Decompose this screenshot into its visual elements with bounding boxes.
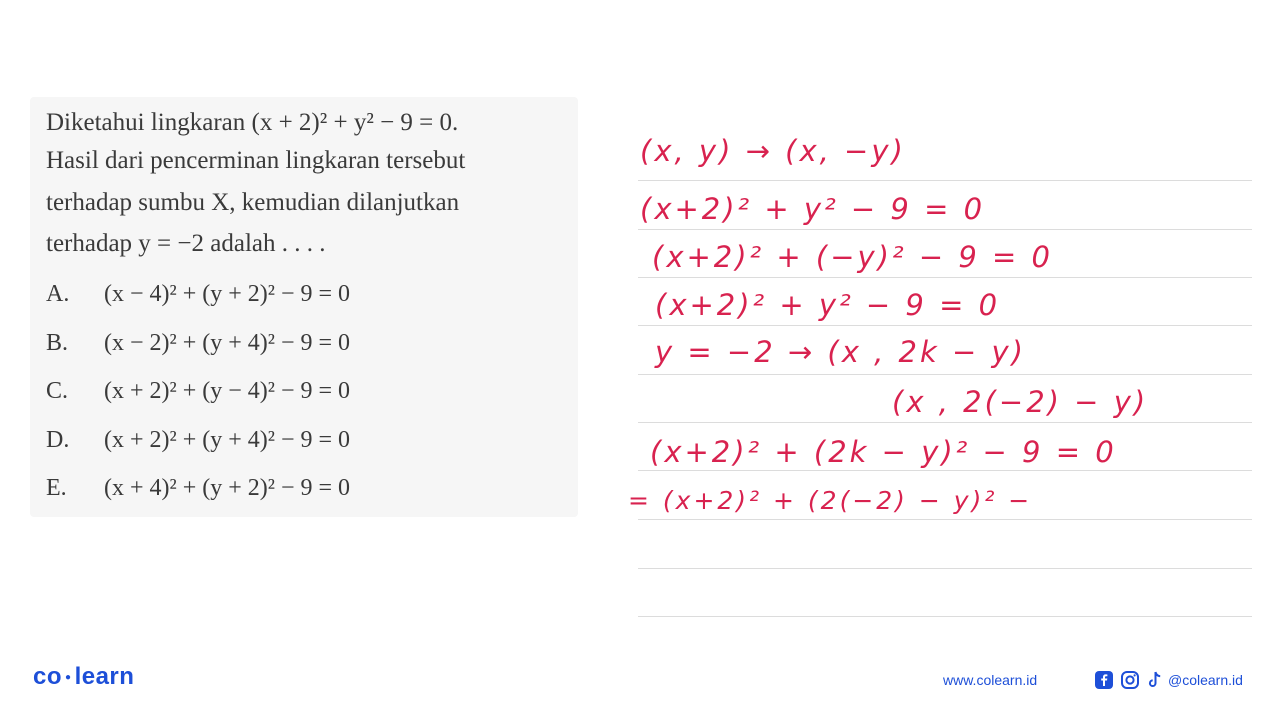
ruled-line bbox=[638, 568, 1252, 569]
option-formula: (x + 4)² + (y + 2)² − 9 = 0 bbox=[104, 475, 351, 501]
option-formula: (x − 4)² + (y + 2)² − 9 = 0 bbox=[104, 281, 351, 307]
handwritten-line-8: = (x+2)² + (2(−2) − y)² − bbox=[628, 486, 1033, 515]
ruled-line bbox=[638, 616, 1252, 617]
ruled-line bbox=[638, 422, 1252, 423]
option-letter: C. bbox=[46, 378, 69, 404]
option-formula: (x − 2)² + (y + 4)² − 9 = 0 bbox=[104, 330, 351, 356]
ruled-line bbox=[638, 229, 1252, 230]
footer-url[interactable]: www.colearn.id bbox=[943, 672, 1038, 688]
handwritten-line-4: (x+2)² + y² − 9 = 0 bbox=[655, 288, 1001, 322]
question-line-3: terhadap sumbu X, kemudian dilanjutkan bbox=[46, 189, 460, 216]
question-line-4: terhadap y = −2 adalah . . . . bbox=[46, 230, 326, 257]
instagram-icon[interactable] bbox=[1120, 670, 1140, 690]
ruled-line bbox=[638, 374, 1252, 375]
handwritten-line-2: (x+2)² + y² − 9 = 0 bbox=[640, 192, 986, 226]
handwritten-line-7: (x+2)² + (2k − y)² − 9 = 0 bbox=[650, 435, 1117, 469]
handwritten-line-3: (x+2)² + (−y)² − 9 = 0 bbox=[652, 240, 1053, 274]
footer-handle[interactable]: @colearn.id bbox=[1168, 672, 1243, 688]
option-formula: (x + 2)² + (y + 4)² − 9 = 0 bbox=[104, 427, 351, 453]
option-letter: A. bbox=[46, 281, 70, 307]
ruled-line bbox=[638, 519, 1252, 520]
ruled-line bbox=[638, 180, 1252, 181]
logo-co: co bbox=[33, 663, 63, 690]
option-letter: D. bbox=[46, 427, 70, 453]
ruled-line bbox=[638, 470, 1252, 471]
ruled-line bbox=[638, 277, 1252, 278]
colearn-logo bbox=[33, 663, 134, 691]
tiktok-icon[interactable] bbox=[1145, 670, 1165, 690]
facebook-icon[interactable] bbox=[1094, 670, 1114, 690]
logo-dot: ● bbox=[65, 672, 72, 684]
option-formula: (x + 2)² + (y − 4)² − 9 = 0 bbox=[104, 378, 351, 404]
logo-learn: learn bbox=[74, 663, 135, 690]
handwritten-line-5: y = −2 → (x , 2k − y) bbox=[655, 335, 1026, 369]
ruled-line bbox=[638, 325, 1252, 326]
handwritten-line-6: (x , 2(−2) − y) bbox=[892, 385, 1149, 419]
question-line-2: Hasil dari pencerminan lingkaran tersebut bbox=[46, 147, 466, 174]
handwritten-line-1: (x, y) → (x, −y) bbox=[640, 134, 906, 168]
option-letter: B. bbox=[46, 330, 69, 356]
option-letter: E. bbox=[46, 475, 67, 501]
question-line-1: Diketahui lingkaran (x + 2)² + y² − 9 = 0. bbox=[46, 109, 459, 136]
